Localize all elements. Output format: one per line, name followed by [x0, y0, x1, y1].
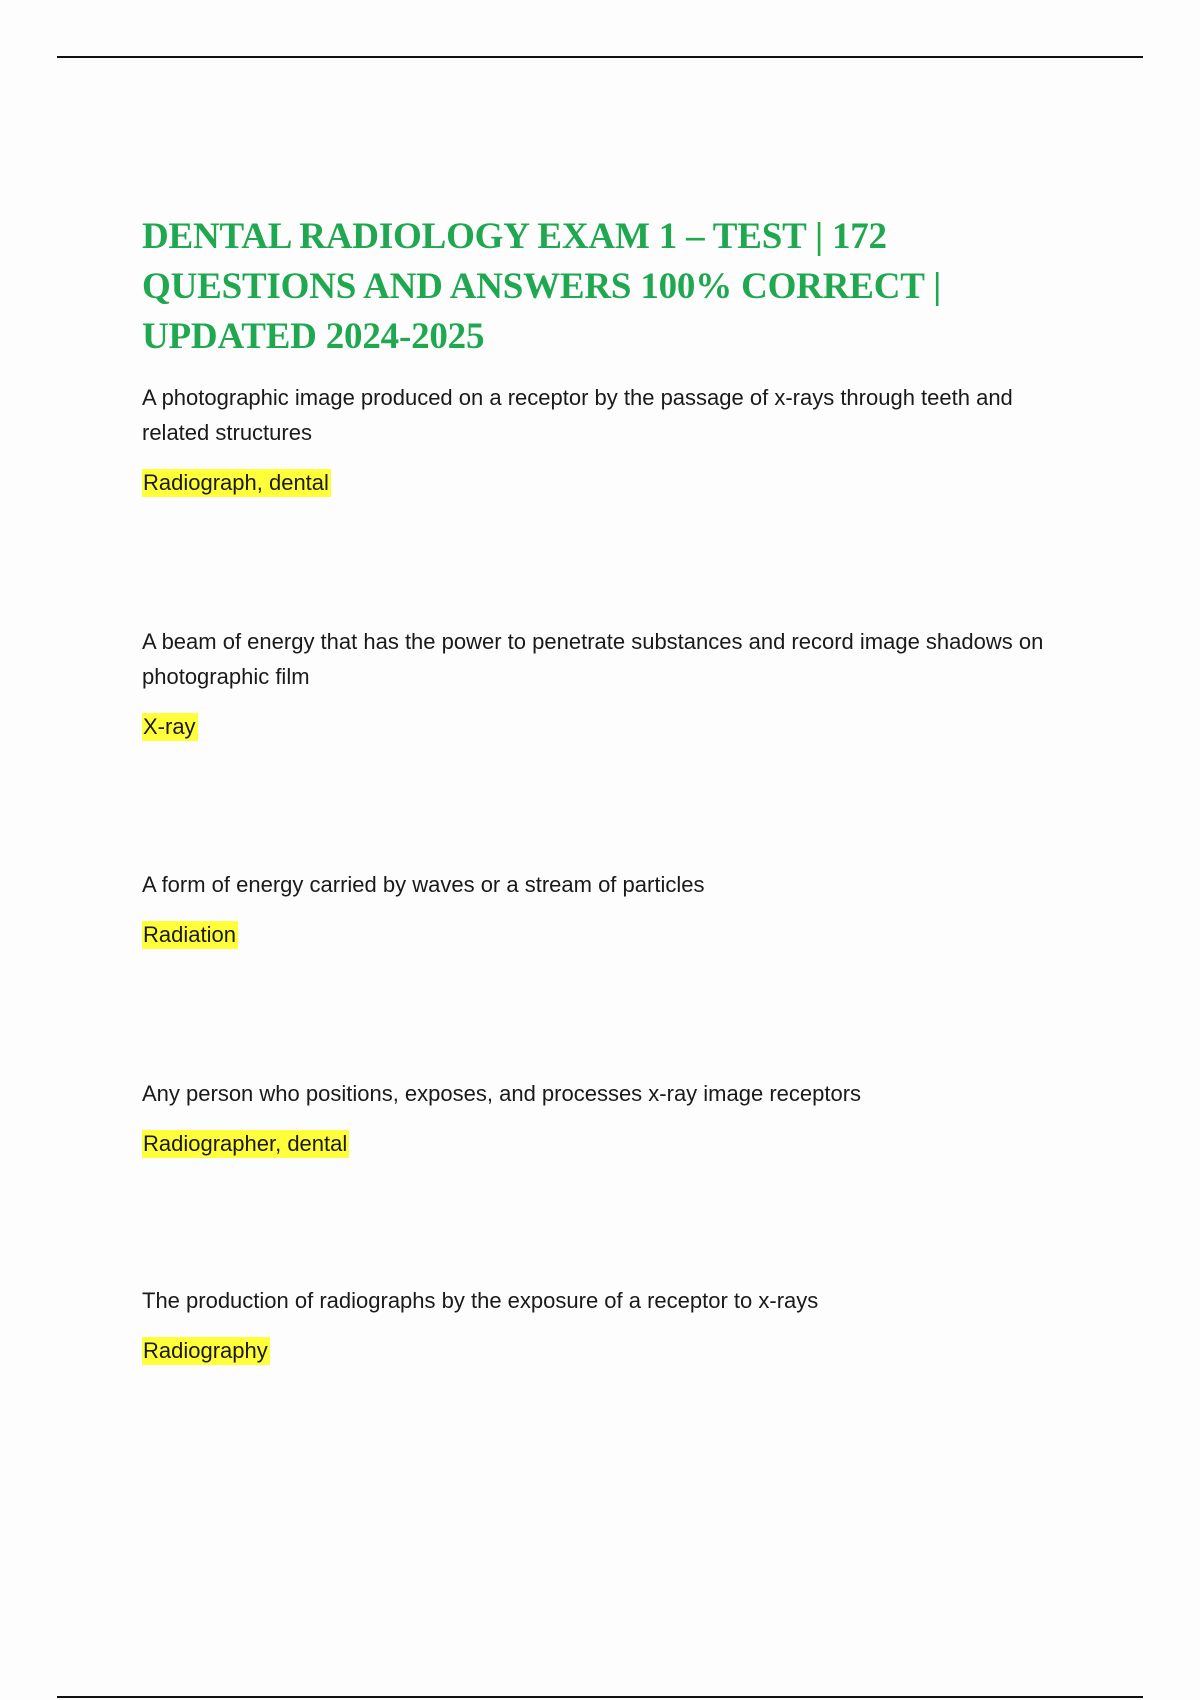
answer-text [142, 918, 1062, 952]
qa-item [142, 380, 1062, 500]
question-text: A photographic image produced on a receptor by the passage of x-rays through teeth and related structures [142, 385, 1013, 445]
answer-highlight: Radiation [143, 922, 236, 947]
question-text: A beam of energy that has the power to penetrate substances and record image shadows on photographic film [142, 629, 1044, 689]
qa-item [142, 867, 1062, 952]
qa-item [142, 1283, 1062, 1368]
question-text: The production of radiographs by the exposure of a receptor to x-rays [142, 1288, 819, 1313]
answer-highlight: Radiograph, dental [143, 470, 329, 495]
answer-text [142, 466, 1062, 500]
qa-item [142, 624, 1062, 744]
answer-highlight: Radiographer, dental [143, 1131, 348, 1156]
header-rule [57, 56, 1143, 58]
answer-highlight: Radiography [143, 1338, 268, 1363]
document-body [142, 212, 1062, 1363]
answer-highlight: X-ray [143, 714, 196, 739]
answer-text [142, 1127, 1062, 1161]
footer-rule [57, 1696, 1143, 1698]
answer-text [142, 1334, 1062, 1368]
question-text: Any person who positions, exposes, and processes x-ray image receptors [142, 1081, 862, 1106]
answer-text [142, 710, 1062, 744]
qa-item [142, 1076, 1062, 1161]
question-text: A form of energy carried by waves or a stream of particles [142, 872, 705, 897]
document-title: DENTAL RADIOLOGY EXAM 1 – TEST | 172 QUESTIONS AND ANSWERS 100% CORRECT | UPDATED 2024-2025 [142, 216, 942, 357]
